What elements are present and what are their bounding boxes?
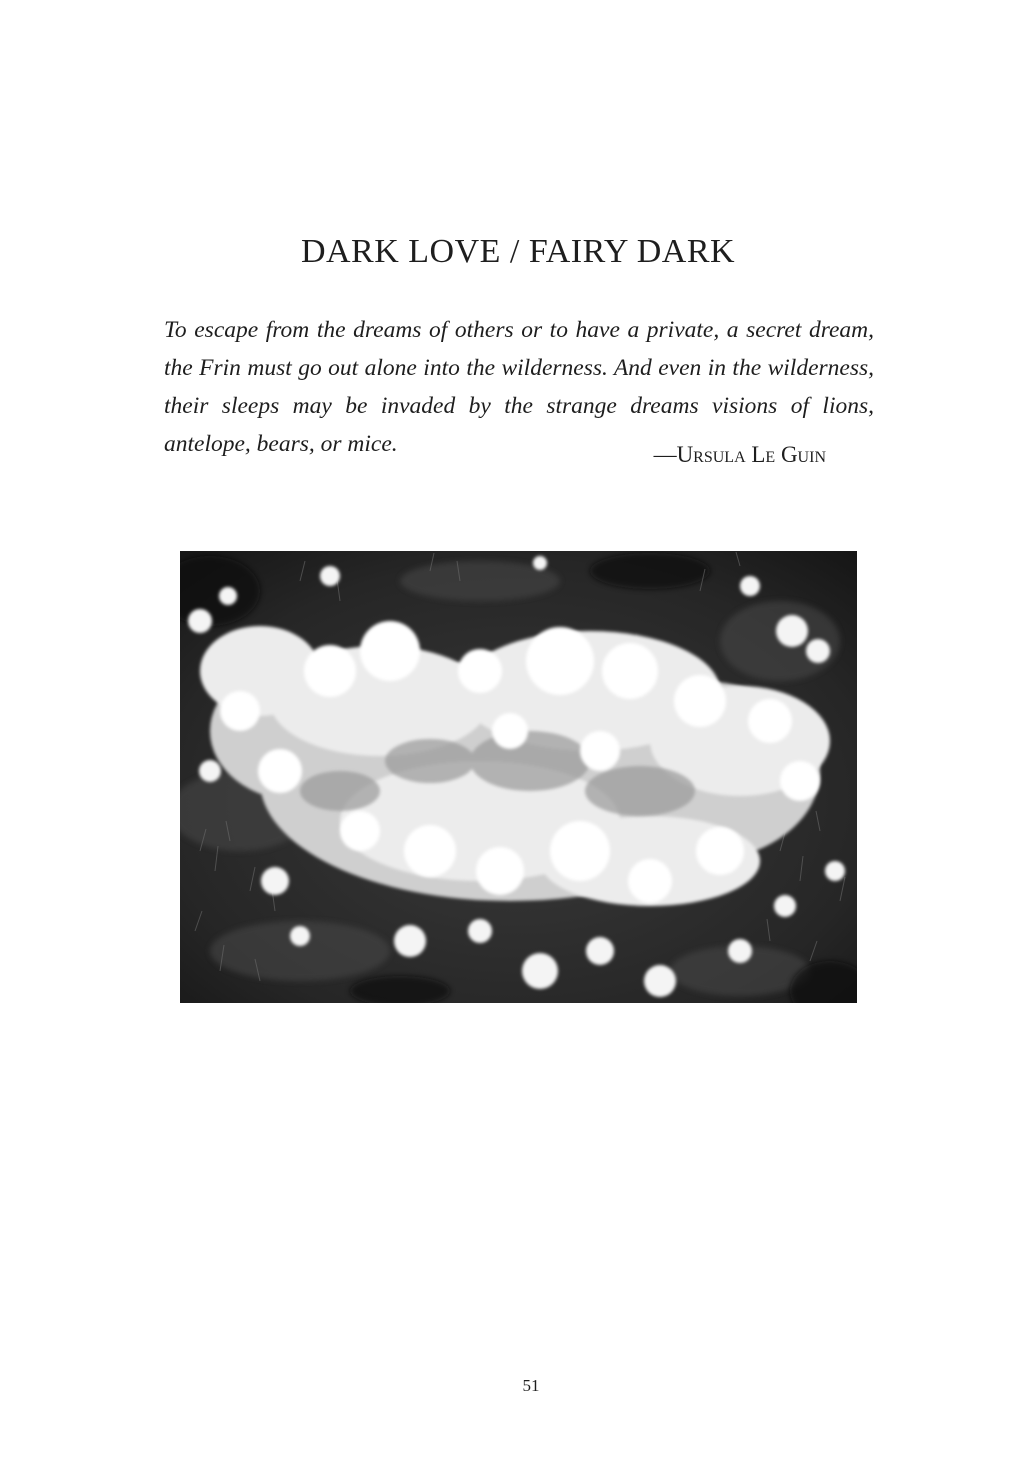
page-title: DARK LOVE / FAIRY DARK [300,233,736,270]
wool-photo [180,551,857,1003]
epigraph-quote: To escape from the dreams of others or to have a private, a secret dream, the Frin must go out alone into the wilderness. And even in the wilderness, their sleeps may be invaded by the strange dreams visions of lions, antelope, bears, or mice. [164,317,874,457]
epigraph-attribution: —Ursula Le Guin [653,442,826,467]
page-number: 51 [522,1376,540,1395]
